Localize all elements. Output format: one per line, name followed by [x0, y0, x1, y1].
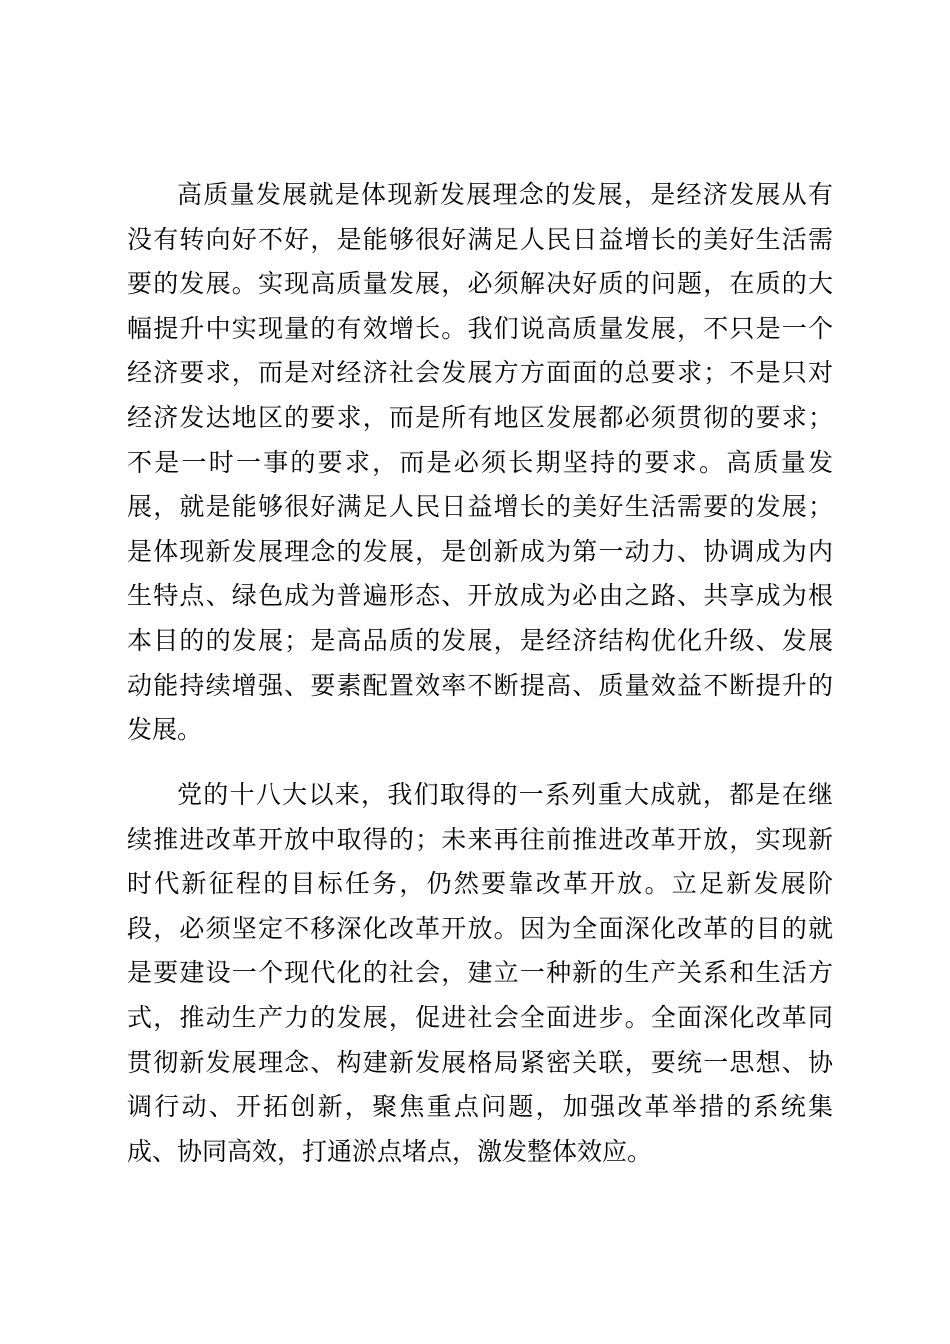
text-line: 时代新征程的目标任务，仍然要靠改革开放。立足新发展阶 [127, 869, 833, 899]
text-line: 生特点、绿色成为普遍形态、开放成为必由之路、共享成为根 [127, 581, 833, 611]
text-line: 没有转向好不好，是能够很好满足人民日益增长的美好生活需 [127, 224, 833, 254]
text-line: 调行动、开拓创新，聚焦重点问题，加强改革举措的系统集 [127, 1092, 833, 1122]
text-line: 是要建设一个现代化的社会，建立一种新的生产关系和生活方 [127, 958, 833, 988]
text-line: 展，就是能够很好满足人民日益增长的美好生活需要的发展； [127, 492, 833, 522]
text-line: 党的十八大以来，我们取得的一系列重大成就，都是在继 [177, 780, 833, 809]
text-line: 经济要求，而是对经济社会发展方方面面的总要求；不是只对 [127, 358, 833, 388]
text-line: 高质量发展就是体现新发展理念的发展，是经济发展从有 [177, 180, 833, 209]
text-line: 发展。 [127, 715, 203, 745]
text-line: 要的发展。实现高质量发展，必须解决好质的问题，在质的大 [127, 269, 833, 299]
paragraph-reform-and-opening [127, 773, 833, 1174]
text-line: 是体现新发展理念的发展，是创新成为第一动力、协调成为内 [127, 536, 833, 566]
text-line: 本目的的发展；是高品质的发展，是经济结构优化升级、发展 [127, 625, 833, 655]
text-line: 幅提升中实现量的有效增长。我们说高质量发展，不只是一个 [127, 313, 833, 343]
text-line: 成、协同高效，打通淤点堵点，激发整体效应。 [127, 1136, 653, 1166]
text-line: 段，必须坚定不移深化改革开放。因为全面深化改革的目的就 [127, 913, 833, 943]
text-line: 不是一时一事的要求，而是必须长期坚持的要求。高质量发 [127, 447, 833, 477]
text-line: 贯彻新发展理念、构建新发展格局紧密关联，要统一思想、协 [127, 1047, 833, 1077]
text-line: 式，推动生产力的发展，促进社会全面进步。全面深化改革同 [127, 1002, 833, 1032]
text-line: 续推进改革开放中取得的；未来再往前推进改革开放，实现新 [127, 824, 833, 854]
paragraph-high-quality-development [127, 173, 833, 753]
text-line: 经济发达地区的要求，而是所有地区发展都必须贯彻的要求； [127, 402, 833, 432]
text-line: 动能持续增强、要素配置效率不断提高、质量效益不断提升的 [127, 670, 833, 700]
